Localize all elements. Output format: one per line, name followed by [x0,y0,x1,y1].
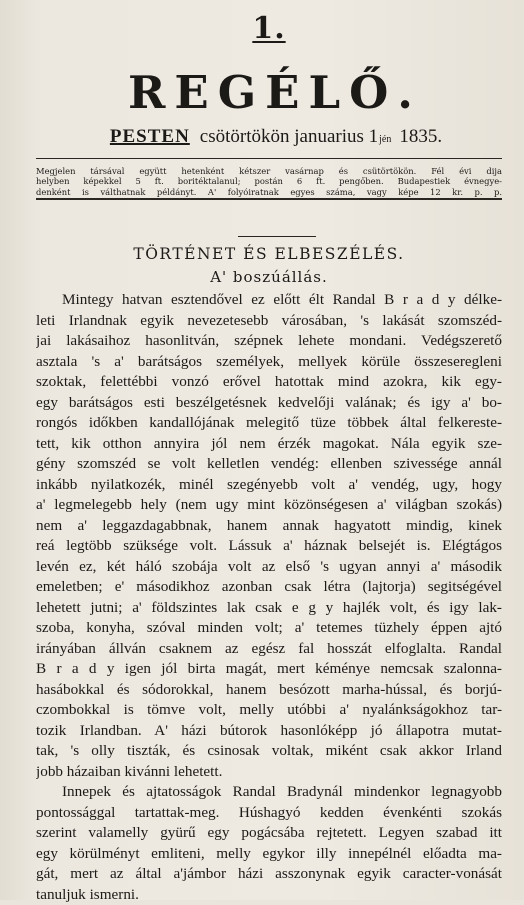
section-divider [238,236,316,237]
masthead-title: REGÉLŐ. [48,68,502,120]
story-line: emeletben; e' másodikhoz azonban csak létra (lajtorja) segitségével [36,577,502,598]
notice-rule [36,198,502,200]
story-line: a' legmelegebb hely (nem ugy mint közönségesen a' világban szokás) [36,495,502,516]
issue-number: 1. [36,0,502,58]
story-line: Mintegy hatvan esztendővel ez előtt élt Randal B r a d y délke- [36,290,502,311]
dateline-year: 1835. [399,126,442,148]
notice-line: Megjelen társával együtt hetenként kétszer vasárnap és csütörtökön. Fél évi dija [36,166,502,176]
story-line: lehetett jutni; a' földszintes lak csak e g y hajlék volt, és igy lak- [36,598,502,619]
story-line: gény szomszéd se volt kelletlen vendég: ellenben szivessége annál [36,454,502,475]
story-line: szoktak, felettébbi vonzó erővel hatottak mind azokra, kik egy- [36,372,502,393]
story-line: szerint valamelly gyürű egy pogácsába rejtetett. Legyen szabad itt [36,823,502,844]
story-line: gát, mert az által a'jámbor házi asszonynak egyik caracter-vonását [36,864,502,885]
story-line: jobb házaiban kivánni lehetett. [36,762,502,783]
story-body [36,290,502,905]
dateline [50,126,502,154]
story-line: pontossággal tartattak-meg. Húshagyó kedden évenkénti szokás [36,803,502,824]
story-line: czombokkal is tömve volt, melly utóbbi a' nyalánkságokhoz tar- [36,700,502,721]
story-line: B r a d y igen jól birta magát, mert kéménye nemcsak szalonna- [36,659,502,680]
story-line: tak, 's olly tiszták, és csinosak voltak, miként csak akkor Irland [36,741,502,762]
story-line: tett, kik otthon annyira jól nem érzék magokat. Nála egyik sze- [36,434,502,455]
story-line: tozik Irlandban. A' házi bútorok hasonlóképp jó állapotra mutat- [36,721,502,742]
story-line: asztala 's a' barátságos személyek, mellyek körüle összeseregleni [36,352,502,373]
story-line: irányában állván csaknem az egész fal hosszát elfoglalta. Randal [36,639,502,660]
subscription-notice [36,163,502,198]
section-title: TÖRTÉNET ÉS ELBESZÉLÉS. [36,245,502,265]
notice-line: helyben képekkel 5 ft. boritéktalanul; postán 6 ft. pengőben. Budapestiek évnegye- [36,176,502,186]
story-line: tanuljuk ismerni. [36,885,502,905]
notice-line: denként is válthatnak példányt. A' folyóiratnak egyes száma, vagy képe 12 kr. p. p. [36,187,502,197]
story-line: nem a' leggazdagabbnak, hanem annak hagyatott mindig, kinek [36,516,502,537]
story-line: leti Irlandnak egyik nevezetesebb városában, 's lakását szomszéd- [36,311,502,332]
dateline-city: PESTEN [110,126,190,148]
story-line: jai lakásaihoz hasonlitván, szépnek lehete mondani. Vedégszerető [36,331,502,352]
story-line: szoba, konyha, szóval minden volt; a' tetemes tüzhely éppen ajtó [36,618,502,639]
story-line: hasábokkal és sódorokkal, hanem besózott marha-hússal, és borjú- [36,680,502,701]
dateline-date: csötörtökön januarius 1 [200,126,378,148]
story-line: reá legtöbb szüksége volt. Lássuk a' háznak belsejét is. Elégtágos [36,536,502,557]
story-line: Innepek és ajtatosságok Randal Bradynál mindenkor legnagyobb [36,782,502,803]
story-line: inkább nyilatkozék, minél szegényebb volt a' vendég, ugy, hogy [36,475,502,496]
story-title: A' boszúállás. [36,268,502,288]
story-line: egy barátságos esti beszélgetésnek kedvelőji valának; és igy a' bo- [36,393,502,414]
story-line: egy körülményt emliteni, melly egykor illy innepélnél előadta ma- [36,844,502,865]
header-rule [36,158,502,159]
dateline-date-superscript: jén [379,134,391,145]
story-line: levén ez, két háló szobája volt az első 's ugyan annyi a' második [36,557,502,578]
story-line: rongós időkben kandallójának melegitő tüze többek által felkereste- [36,413,502,434]
